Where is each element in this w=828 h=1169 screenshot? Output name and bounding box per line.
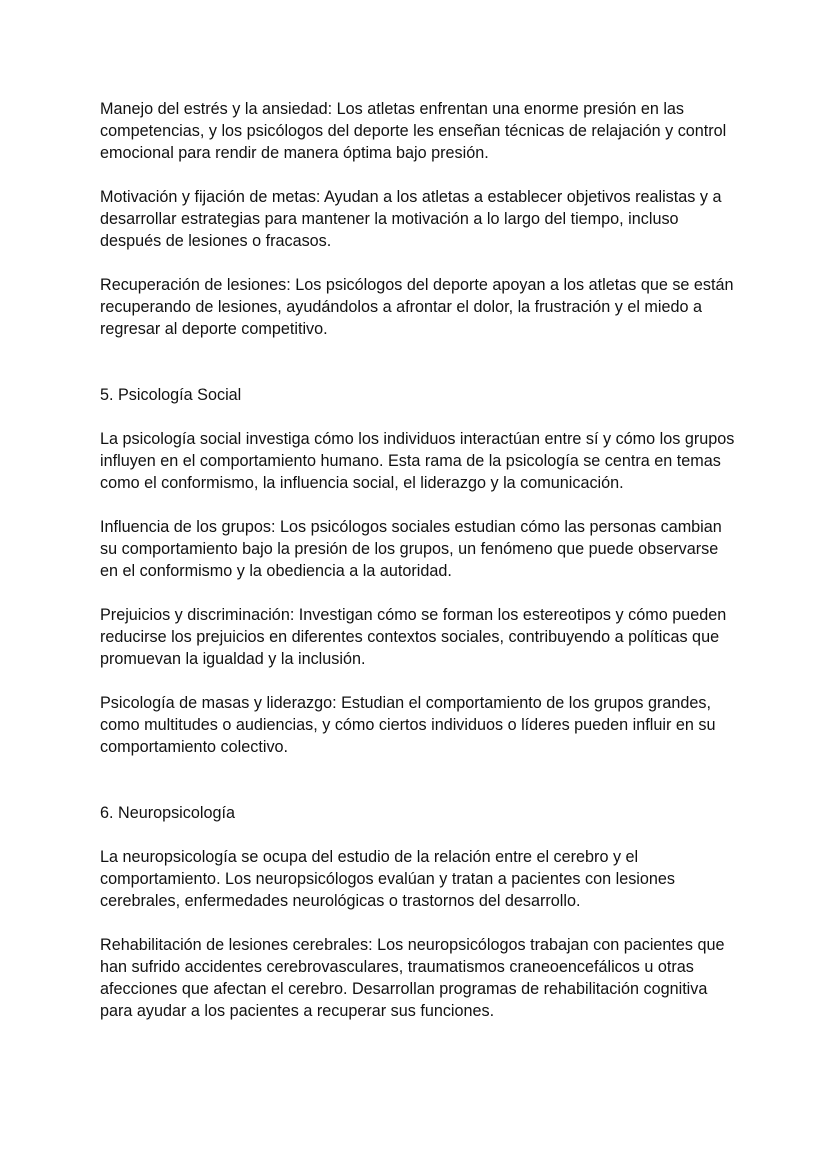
paragraph-stress-management: Manejo del estrés y la ansiedad: Los atletas enfrentan una enorme presión en las competencias, y los psicólogos del deporte les enseñan técnicas de relajación y control emocional para rendir de manera óptima bajo presión. [100, 100, 727, 162]
paragraph-group-influence: Influencia de los grupos: Los psicólogos sociales estudian cómo las personas cambian su comportamiento bajo la presión de los grupos, un fenómeno que puede observarse en el conformismo y la obediencia a la autoridad. [100, 518, 722, 580]
paragraph-brain-rehab: Rehabilitación de lesiones cerebrales: Los neuropsicólogos trabajan con pacientes que han sufrido accidentes cerebrovasculares, traumatismos craneoencefálicos u otras afecciones que afectan el cerebro. Desarrollan programas de rehabilitación cognitiva para ayudar a los pacientes a recuperar sus funciones. [100, 936, 725, 1020]
section-heading-social-psychology: 5. Psicología Social [100, 386, 242, 404]
paragraph-social-intro: La psicología social investiga cómo los individuos interactúan entre sí y cómo los grupos influyen en el comportamiento humano. Esta rama de la psicología se centra en temas como el conformismo, la influencia social, el liderazgo y la comunicación. [100, 430, 735, 492]
paragraph-motivation-goals: Motivación y fijación de metas: Ayudan a los atletas a establecer objetivos realistas y a desarrollar estrategias para mantener la motivación a lo largo del tiempo, incluso después de lesiones o fracasos. [100, 188, 722, 250]
paragraph-mass-psychology: Psicología de masas y liderazgo: Estudian el comportamiento de los grupos grandes, como multitudes o audiencias, y cómo ciertos individuos o líderes pueden influir en su comportamiento colectivo. [100, 694, 716, 756]
document-page [100, 98, 740, 1044]
paragraph-prejudice: Prejuicios y discriminación: Investigan cómo se forman los estereotipos y cómo pueden reducirse los prejuicios en diferentes contextos sociales, contribuyendo a políticas que promuevan la igualdad y la inclusión. [100, 606, 727, 668]
paragraph-neuro-intro: La neuropsicología se ocupa del estudio de la relación entre el cerebro y el comportamiento. Los neuropsicólogos evalúan y tratan a pacientes con lesiones cerebrales, enfermedades neurológicas o trastornos del desarrollo. [100, 848, 676, 910]
paragraph-injury-recovery: Recuperación de lesiones: Los psicólogos del deporte apoyan a los atletas que se están recuperando de lesiones, ayudándolos a afrontar el dolor, la frustración y el miedo a regresar al deporte competitivo. [100, 276, 734, 338]
section-heading-neuropsychology: 6. Neuropsicología [100, 804, 235, 822]
